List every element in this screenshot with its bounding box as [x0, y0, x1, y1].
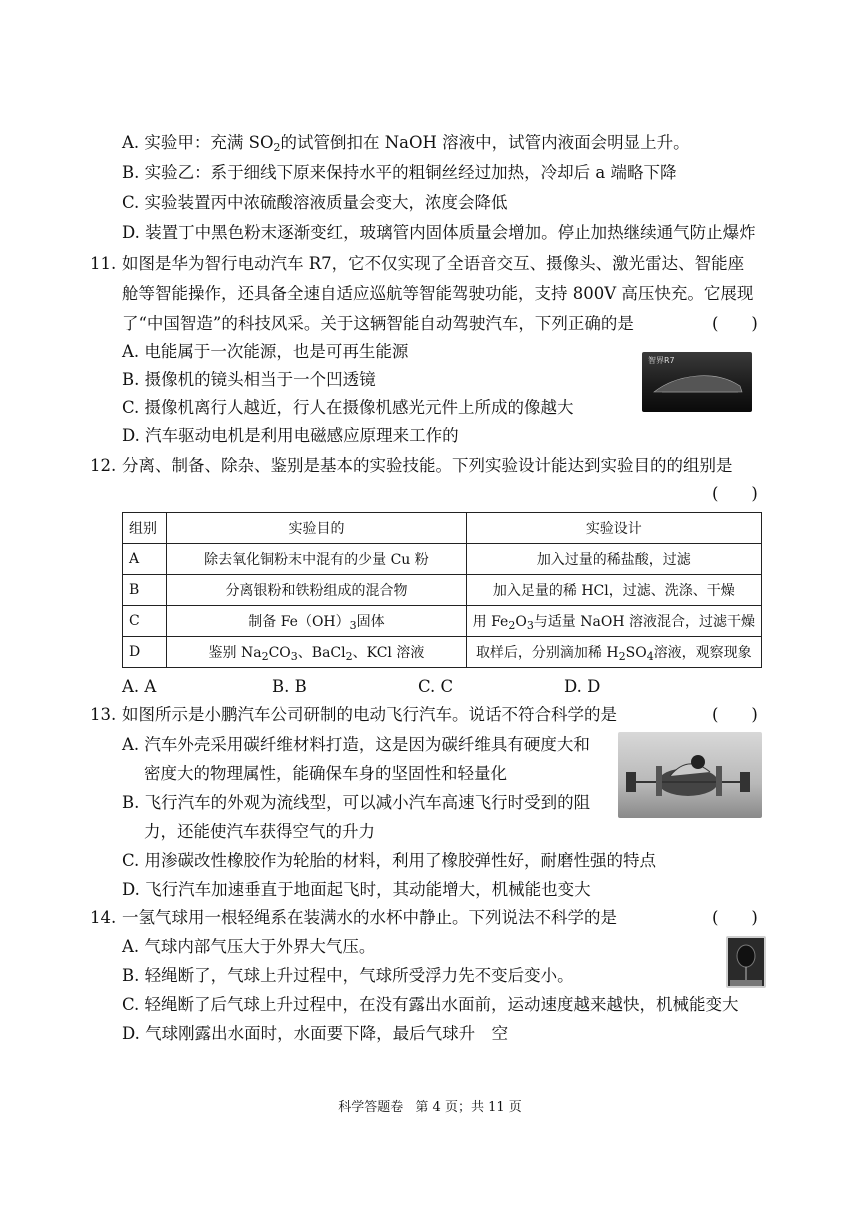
car-r7-image: [642, 352, 752, 412]
experiment-table: [122, 512, 762, 668]
q10-option-d: D. 装置丁中黑色粉末逐渐变红，玻璃管内固体质量会增加。停止加热继续通气防止爆炸: [122, 223, 756, 242]
row-design: 加入过量的稀盐酸，过滤: [466, 544, 761, 575]
row-aim: 分离银粉和铁粉组成的混合物: [167, 575, 466, 606]
row-group: D: [123, 637, 167, 668]
row-design: 用 $Fe_2O_3$与适量 NaOH 溶液混合，过滤干燥: [466, 606, 761, 637]
q11-option-b: B. 摄像机的镜头相当于一个凹透镜: [122, 370, 376, 389]
q12-answer-blank: ( ): [712, 484, 758, 503]
q11-option-d: D. 汽车驱动电机是利用电磁感应原理来工作的: [122, 426, 459, 445]
footer-title: 科学答题卷: [338, 1100, 404, 1115]
q11-stem-line3: 了“中国智造”的科技风采。关于这辆智能自动驾驶汽车，下列正确的是: [122, 314, 634, 333]
q14-number: 14.: [90, 908, 117, 927]
q13-answer-blank: ( ): [712, 705, 758, 724]
q13-option-d: D. 飞行汽车加速垂直于地面起飞时，其动能增大，机械能也变大: [122, 880, 591, 899]
row-design: 加入足量的稀 HCl，过滤、洗涤、干燥: [466, 575, 761, 606]
q11-option-c: C. 摄像机离行人越近，行人在摄像机感光元件上所成的像越大: [122, 398, 574, 417]
q12-number: 12.: [90, 456, 117, 475]
q14-option-a: A. 气球内部气压大于外界大气压。: [122, 937, 376, 956]
q13-option-a-line2: 密度大的物理属性，能确保车身的坚固性和轻量化: [144, 764, 507, 783]
row-aim: 鉴别 $Na_2CO_3$、BaCl$_2$、KCl 溶液: [167, 637, 466, 668]
q11-option-a: A. 电能属于一次能源，也是可再生能源: [122, 342, 409, 361]
row-group: B: [123, 575, 167, 606]
q14-answer-blank: ( ): [712, 908, 758, 927]
flying-car-icon: [618, 732, 762, 818]
q13-option-c: C. 用渗碳改性橡胶作为轮胎的材料，利用了橡胶弹性好，耐磨性强的特点: [122, 851, 657, 870]
balloon-icon: [726, 936, 766, 988]
car-silhouette-icon: [642, 352, 752, 412]
q13-stem: 如图所示是小鹏汽车公司研制的电动飞行汽车。说话不符合科学的是: [122, 705, 617, 724]
table-header-row: [123, 513, 762, 544]
table-row: [123, 575, 762, 606]
q12-answer-a: A. A: [122, 677, 157, 696]
q14-option-b: B. 轻绳断了，气球上升过程中，气球所受浮力先不变后变小。: [122, 966, 574, 985]
table-row: [123, 544, 762, 575]
q13-number: 13.: [90, 705, 117, 724]
row-design: 取样后，分别滴加稀 $H_2SO_4$溶液，观察现象: [466, 637, 761, 668]
q11-stem-line1: 如图是华为智行电动汽车 R7，它不仅实现了全语音交互、摄像头、激光雷达、智能座: [122, 254, 745, 273]
footer-page-number: 第 4 页；共 11 页: [415, 1100, 522, 1115]
q12-answer-d: D. D: [564, 677, 601, 696]
q14-option-d: D. 气球刚露出水面时，水面要下降，最后气球升 空: [122, 1024, 509, 1043]
q13-option-b-line1: B. 飞行汽车的外观为流线型，可以减小汽车高速飞行时受到的阻: [122, 793, 591, 812]
q13-option-a-line1: A. 汽车外壳采用碳纤维材料打造，这是因为碳纤维具有硬度大和: [122, 735, 590, 754]
header-group: 组别: [123, 513, 167, 544]
header-design: 实验设计: [466, 513, 761, 544]
q12-answer-b: B. B: [272, 677, 307, 696]
row-group: A: [123, 544, 167, 575]
row-group: C: [123, 606, 167, 637]
q11-stem-line2: 舱等智能操作，还具备全速自适应巡航等智能驾驶功能，支持 800V 高压快充。它展现: [122, 284, 754, 303]
flying-car-image: [618, 732, 762, 818]
q12-stem: 分离、制备、除杂、鉴别是基本的实验技能。下列实验设计能达到实验目的的组别是: [122, 456, 733, 475]
table-row: [123, 637, 762, 668]
car-image-caption: 智界R7: [648, 356, 675, 365]
q12-answer-c: C. C: [418, 677, 454, 696]
page-footer: [0, 1096, 860, 1115]
row-aim: 制备 $Fe(OH)_3$固体: [167, 606, 466, 637]
q14-option-c: C. 轻绳断了后气球上升过程中，在没有露出水面前，运动速度越来越快，机械能变大: [122, 995, 739, 1014]
balloon-cup-image: [726, 936, 766, 988]
header-aim: 实验目的: [167, 513, 466, 544]
q10-option-c: C. 实验装置丙中浓硫酸溶液质量会变大，浓度会降低: [122, 193, 508, 212]
q11-answer-blank: ( ): [712, 314, 758, 333]
q10-option-a: A. 实验甲：充满 $SO_2$的试管倒扣在 NaOH 溶液中，试管内液面会明显上升。: [122, 133, 690, 154]
row-aim: 除去氧化铜粉末中混有的少量 Cu 粉: [167, 544, 466, 575]
q11-number: 11.: [90, 254, 117, 273]
q13-option-b-line2: 力，还能使汽车获得空气的升力: [144, 822, 375, 841]
q14-stem: 一氢气球用一根轻绳系在装满水的水杯中静止。下列说法不科学的是: [122, 908, 617, 927]
table-row: [123, 606, 762, 637]
q10-option-b: B. 实验乙：系于细线下原来保持水平的粗铜丝经过加热，冷却后 a 端略下降: [122, 163, 677, 182]
